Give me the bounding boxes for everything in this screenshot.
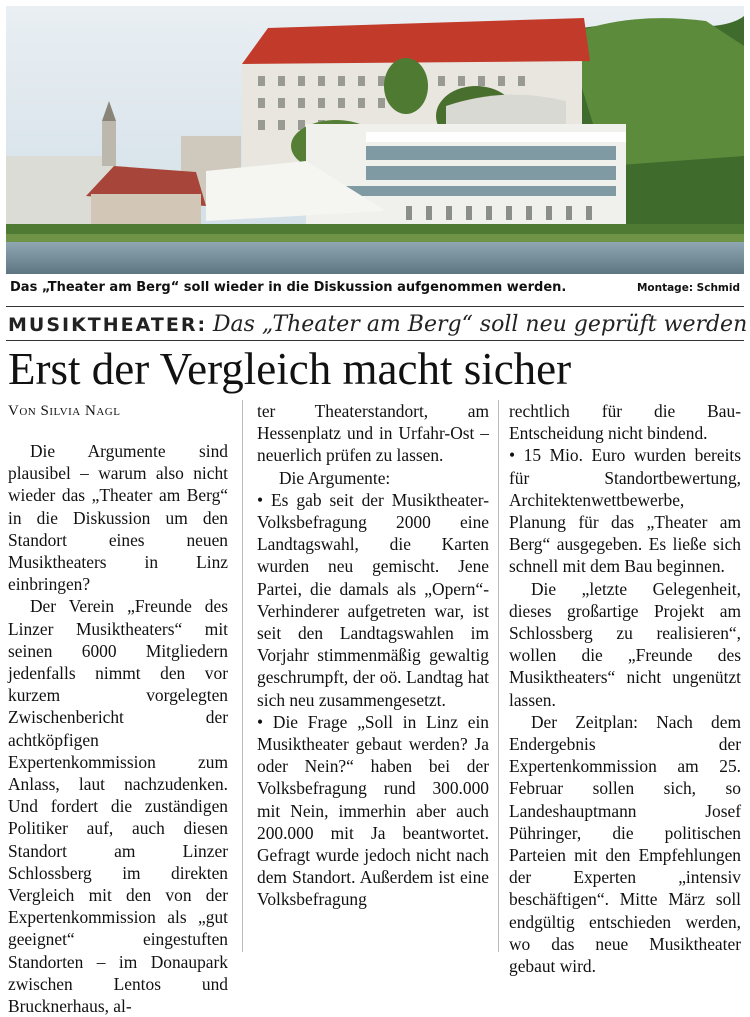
- paragraph: rechtlich für die Bau-Entscheidung nicht bindend.: [509, 401, 741, 444]
- paragraph: Die Argumente sind plausibel – warum also nicht wieder das „Theater am Berg“ in die Diskussion um den Standort eines neuen Musiktheaters in Linz einbringen?: [8, 441, 228, 595]
- paragraph: Der Zeitplan: Nach dem Endergebnis der Expertenkommission am 25. Februar sollen sich, so Landeshauptmann Josef Pühringer, die politischen Parteien mit den Empfehlungen der Experten „intensiv beschäftigen“. Mitte März soll endgültig entschieden werden, wo das neue Musiktheater gebaut wird.: [509, 711, 741, 977]
- article-column-3: [509, 400, 741, 977]
- kicker-line: [8, 311, 748, 341]
- paragraph: Der Verein „Freunde des Linzer Musiktheaters“ mit seinen 6000 Mitgliedern jedenfalls nimmt den vor kurzem vorgelegten Zwischenbericht der achtköpfigen Expertenkommission zum Anlass, laut nachzudenken. Und fordert die zuständigen Politiker auf, auch diesen Standort am Linzer Schlossberg im direkten Vergleich mit den von der Expertenkommission als „gut geeignet“ eingestuften Standorten – im Donaupark zwischen Lentos und Brucknerhaus, al-: [8, 596, 228, 1017]
- paragraph: Die Argumente:: [279, 467, 391, 488]
- photo-credit: Montage: Schmid: [636, 282, 740, 294]
- caption-text: Das „Theater am Berg“ soll wieder in die Diskussion aufgenommen werden.: [10, 280, 567, 295]
- bullet-paragraph: • Es gab seit der Musiktheater-Volksbefragung 2000 eine Landtagswahl, die Karten wurden neu gemischt. Jene Partei, die damals als „Opern“-Verhinderer aufgetreten war, ist seit den Landtagswahlen im Vorjahr stimmenmäßig gewaltig geschrumpft, der oö. Landtag hat sich neu zusammengesetzt.: [257, 489, 489, 710]
- article-column-1: [8, 400, 228, 1017]
- theater-montage-image: [6, 6, 744, 274]
- article-photo: [6, 6, 744, 274]
- kicker-subtitle: Das „Theater am Berg“ soll neu geprüft werden: [212, 312, 748, 337]
- top-rule: [6, 306, 744, 307]
- paragraph: Die „letzte Gelegenheit, dieses großartige Projekt am Schlossberg zu realisieren“, wollen die „Freunde des Musiktheaters“ nicht ungenützt lassen.: [509, 578, 741, 710]
- column-divider: [498, 400, 499, 952]
- bullet-paragraph: • Die Frage „Soll in Linz ein Musiktheater gebaut werden? Ja oder Nein?“ haben bei der Volksbefragung rund 300.000 mit Nein, immerhin aber auch 200.000 mit Ja beantwortet. Gefragt wurde jedoch nicht nach dem Standort. Außerdem ist eine Volksbefragung: [257, 711, 489, 910]
- paragraph: ter Theaterstandort, am Hessenplatz und in Urfahr-Ost – neuerlich prüfen zu lassen.: [257, 401, 489, 466]
- bullet-paragraph: • 15 Mio. Euro wurden bereits für Standortbewertung, Architektenwettbewerbe, Planung für das „Theater am Berg“ ausgegeben. Es ließe sich schnell mit dem Bau beginnen.: [509, 445, 741, 577]
- article-column-2: [257, 400, 489, 911]
- photo-caption: [10, 280, 740, 300]
- byline: Von Silvia Nagl: [8, 403, 121, 419]
- headline: Erst der Vergleich macht sicher: [8, 344, 572, 394]
- column-divider: [242, 400, 243, 952]
- kicker-rule: [6, 340, 744, 341]
- section-label: MUSIKTHEATER:: [8, 314, 208, 336]
